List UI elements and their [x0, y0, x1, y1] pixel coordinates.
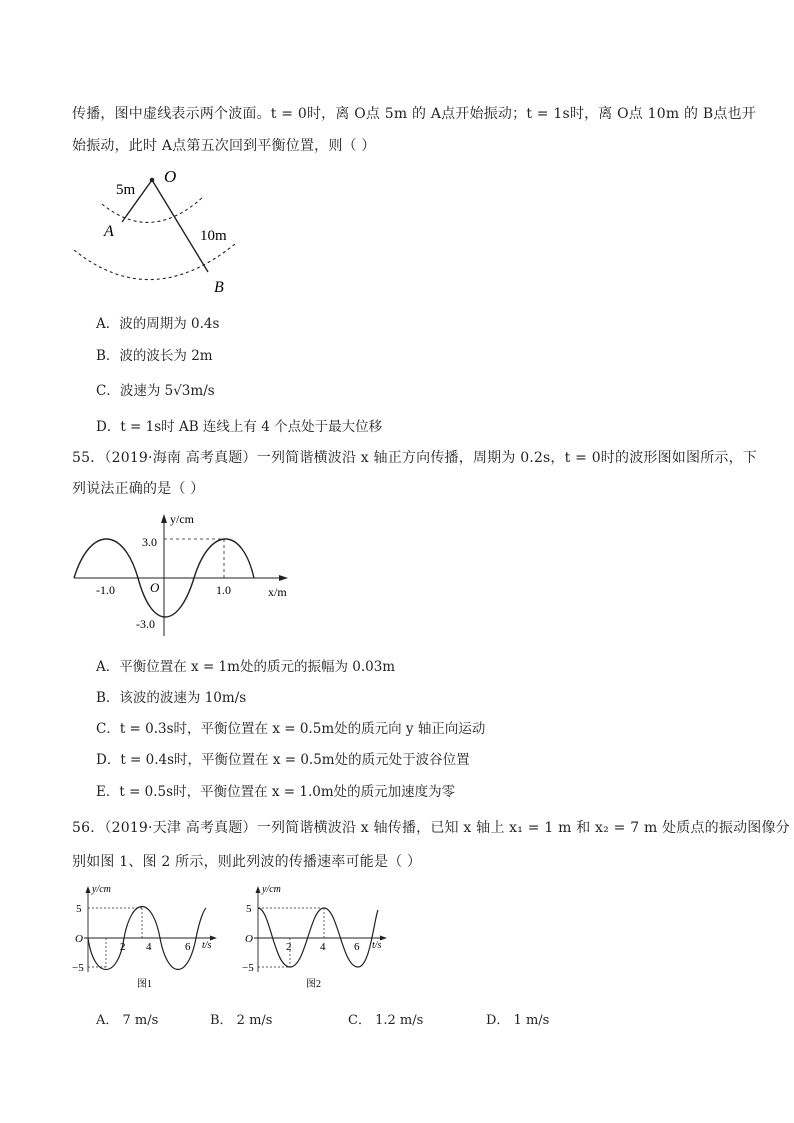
outer-wavefront — [74, 244, 235, 280]
label-A: A — [104, 223, 114, 240]
q54-wavefront-figure — [68, 162, 248, 302]
tick-neg-x: -1.0 — [96, 583, 115, 597]
label-O: O — [164, 167, 177, 186]
x-axis-label: x/m — [268, 585, 287, 599]
y-axis-arrow — [256, 886, 261, 893]
x-axis-arrow — [279, 575, 288, 581]
tick-2: 2 — [120, 941, 126, 953]
q55-option-c: C．t = 0.3s时，平衡位置在 x = 0.5m处的质元向 y 轴正向运动 — [96, 721, 486, 737]
q56-stem-line1: 56．（2019·天津 高考真题）一列简谐横波沿 x 轴传播，已知 x 轴上 x₁ = 1 m 和 x₂ = 7 m 处质点的振动图像分 — [72, 820, 790, 836]
q55-option-b: B．该波的波速为 10m/s — [96, 690, 247, 706]
tick-pos-x: 1.0 — [216, 583, 231, 597]
tick-4: 4 — [146, 941, 152, 953]
tick-5: 5 — [246, 903, 252, 915]
q54-stem-line1: 传播，图中虚线表示两个波面。t = 0时，离 O点 5m 的 A点开始振动；t = 1s时，离 O点 10m 的 B点也开 — [72, 106, 756, 122]
tick-4: 4 — [320, 941, 326, 953]
tick-2: 2 — [286, 941, 292, 953]
label-10m: 10m — [200, 228, 227, 244]
y-axis-arrow — [86, 886, 91, 893]
y-axis-label: y/cm — [170, 512, 194, 526]
x-axis-label: t/s — [202, 940, 212, 951]
tick-m5: −5 — [242, 962, 254, 974]
label-5m: 5m — [116, 182, 136, 198]
q56-option-b: B． 2 m/s — [210, 1013, 273, 1028]
tick-m5: −5 — [72, 962, 84, 974]
q56-vibration-graph-2 — [240, 880, 392, 992]
x-axis-label: t/s — [372, 940, 382, 951]
tick-6: 6 — [354, 941, 360, 953]
q55-option-d: D．t = 0.4s时，平衡位置在 x = 0.5m处的质元处于波谷位置 — [96, 752, 470, 768]
tick-neg-y: -3.0 — [136, 617, 155, 631]
q56-stem-line2: 别如图 1、图 2 所示，则此列波的传播速率可能是（ ） — [72, 854, 422, 870]
q56-option-c: C． 1.2 m/s — [348, 1013, 424, 1028]
y-axis-label: y/cm — [262, 884, 281, 895]
y-axis-label: y/cm — [92, 884, 111, 895]
point-O — [150, 178, 155, 183]
y-axis-arrow — [161, 514, 167, 523]
origin-label: O — [245, 933, 253, 945]
label-B: B — [214, 279, 224, 296]
q54-stem-line2: 始振动，此时 A点第五次回到平衡位置，则（ ） — [72, 138, 376, 154]
caption-fig1: 图1 — [137, 979, 152, 990]
origin-label: O — [150, 580, 160, 595]
tick-6: 6 — [185, 941, 191, 953]
inner-wavefront — [102, 197, 203, 222]
q56-vibration-graph-1 — [70, 880, 220, 992]
origin-label: O — [75, 933, 83, 945]
tick-5: 5 — [76, 903, 82, 915]
q54-option-c: C．波速为 5√3m/s — [96, 383, 215, 399]
q54-option-b: B．波的波长为 2m — [96, 348, 213, 364]
tick-pos-y: 3.0 — [142, 535, 157, 549]
q56-option-d: D． 1 m/s — [486, 1013, 550, 1028]
q55-stem-line1: 55．（2019·海南 高考真题）一列简谐横波沿 x 轴正方向传播，周期为 0.2s，t = 0时的波形图如图所示，下 — [72, 450, 758, 466]
segment-OB — [152, 180, 208, 272]
q55-stem-line2: 列说法正确的是（ ） — [72, 481, 205, 497]
q54-option-a: A．波的周期为 0.4s — [96, 316, 220, 332]
q55-option-a: A．平衡位置在 x = 1m处的质元的振幅为 0.03m — [96, 659, 396, 675]
q54-option-d: D．t = 1s时 AB 连线上有 4 个点处于最大位移 — [96, 419, 383, 435]
q56-option-a: A． 7 m/s — [96, 1013, 159, 1028]
q55-option-e: E．t = 0.5s时，平衡位置在 x = 1.0m处的质元加速度为零 — [96, 784, 456, 800]
caption-fig2: 图2 — [306, 979, 321, 990]
vibration-curve — [258, 908, 378, 967]
q55-waveform-graph — [66, 506, 300, 640]
